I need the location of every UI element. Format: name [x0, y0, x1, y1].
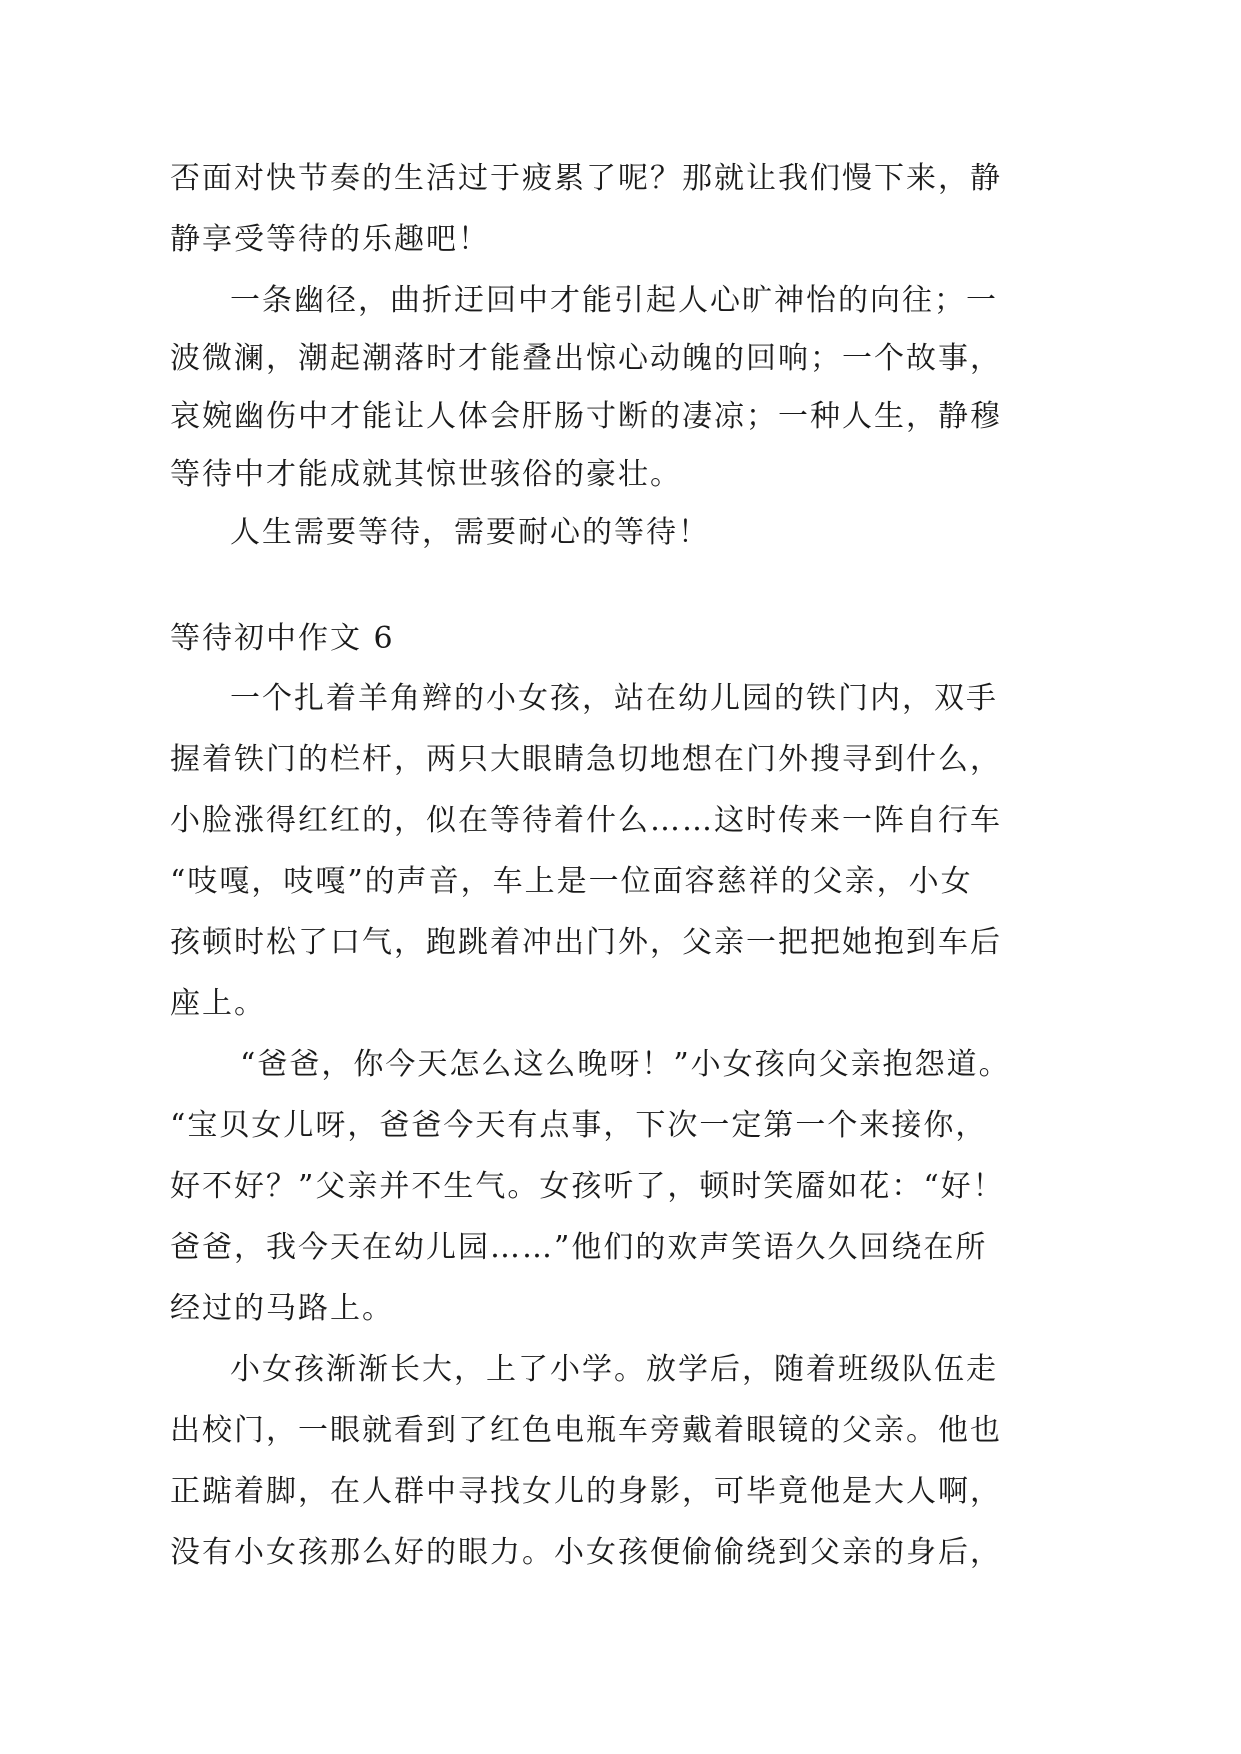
- text-line: 等待中才能成就其惊世骇俗的豪壮。: [170, 457, 682, 492]
- text-line: 座上。: [170, 986, 266, 1021]
- text-line: 一条幽径，曲折迂回中才能引起人心旷神怡的向往；一: [230, 283, 998, 318]
- section-heading: 等待初中作文 6: [170, 621, 395, 656]
- text-line: 一个扎着羊角辫的小女孩，站在幼儿园的铁门内，双手: [230, 681, 998, 716]
- text-line: 波微澜，潮起潮落时才能叠出惊心动魄的回响；一个故事，: [170, 341, 1002, 376]
- text-line: 好不好？”父亲并不生气。女孩听了，顿时笑靥如花：“好！: [170, 1169, 1005, 1204]
- text-line: 爸爸，我今天在幼儿园……”他们的欢声笑语久久回绕在所: [170, 1230, 988, 1265]
- text-line: 出校门，一眼就看到了红色电瓶车旁戴着眼镜的父亲。他也: [170, 1413, 1002, 1448]
- text-line: 静享受等待的乐趣吧！: [170, 222, 490, 257]
- text-line: 经过的马路上。: [170, 1291, 394, 1326]
- text-line: “宝贝女儿呀，爸爸今天有点事，下次一定第一个来接你，: [170, 1108, 988, 1143]
- text-line: “吱嘎，吱嘎”的声音，车上是一位面容慈祥的父亲，小女: [170, 864, 973, 899]
- text-line: 小脸涨得红红的，似在等待着什么……这时传来一阵自行车: [170, 803, 1002, 838]
- text-line: 人生需要等待，需要耐心的等待！: [230, 515, 710, 550]
- text-line: 正踮着脚，在人群中寻找女儿的身影，可毕竟他是大人啊，: [170, 1474, 1002, 1509]
- text-line: 哀婉幽伤中才能让人体会肝肠寸断的凄凉；一种人生，静穆: [170, 399, 1002, 434]
- text-line: 否面对快节奏的生活过于疲累了呢？那就让我们慢下来，静: [170, 161, 1002, 196]
- text-line: 握着铁门的栏杆，两只大眼睛急切地想在门外搜寻到什么，: [170, 742, 1002, 777]
- text-line: 小女孩渐渐长大，上了小学。放学后，随着班级队伍走: [230, 1352, 998, 1387]
- text-line: 没有小女孩那么好的眼力。小女孩便偷偷绕到父亲的身后，: [170, 1535, 1002, 1570]
- text-line: 孩顿时松了口气，跑跳着冲出门外，父亲一把把她抱到车后: [170, 925, 1002, 960]
- text-line: “爸爸，你今天怎么这么晚呀！”小女孩向父亲抱怨道。: [240, 1047, 1011, 1082]
